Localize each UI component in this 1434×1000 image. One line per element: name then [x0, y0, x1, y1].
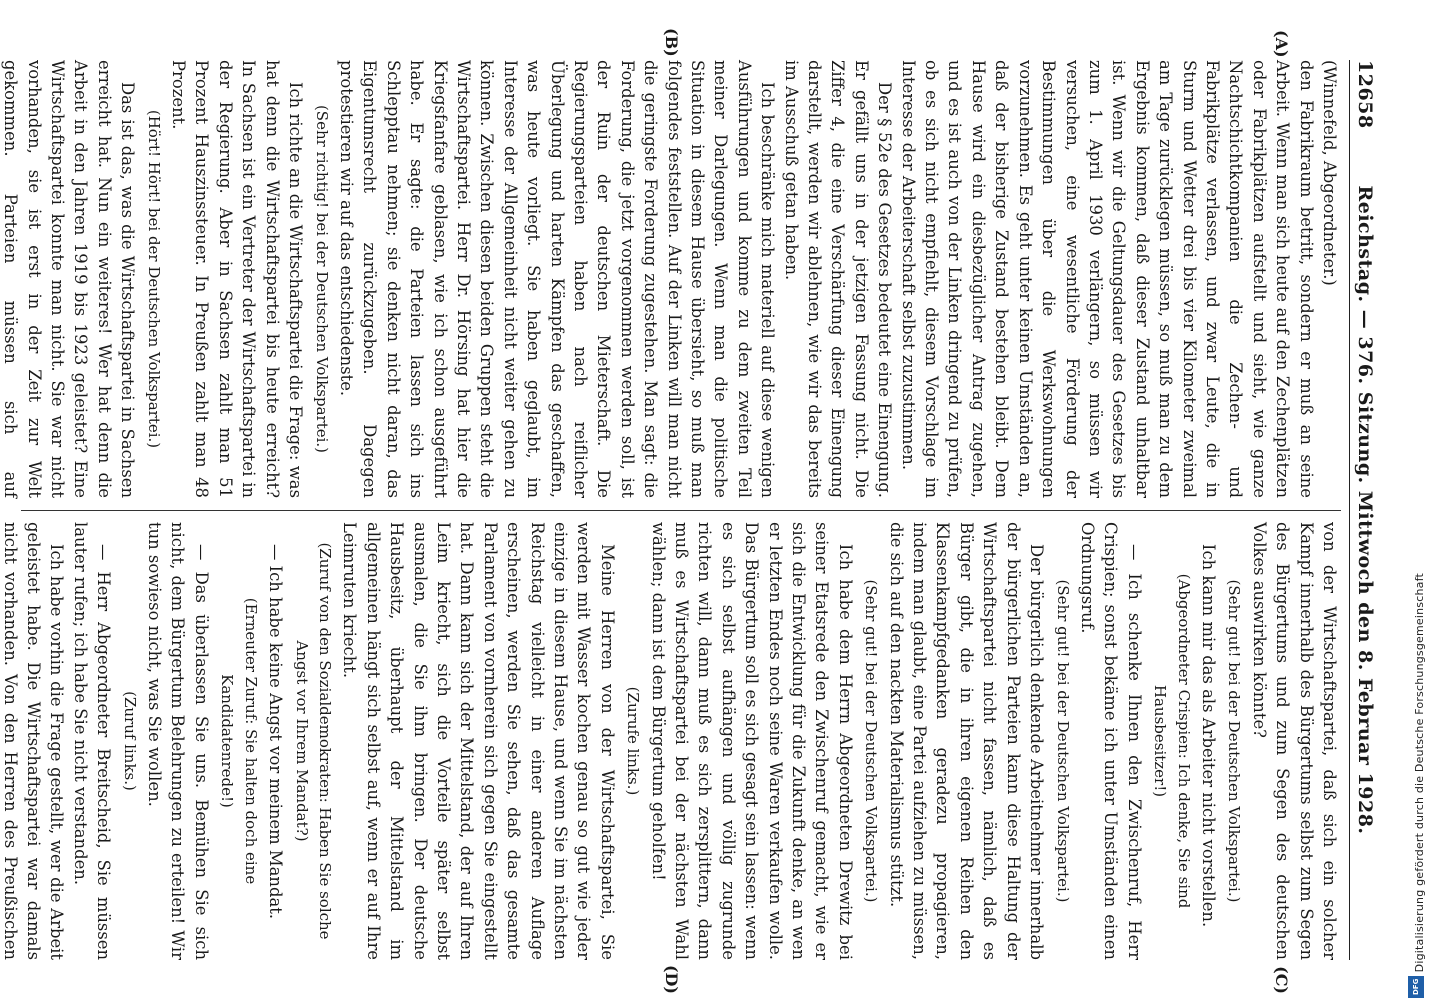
text-columns — [0, 28, 1341, 994]
paragraph: — Herr Abgeordneter Breitscheid, Sie müssen lauter rufen; ich habe Sie nicht verstanden. — [70, 522, 114, 960]
left-column — [1, 60, 1341, 498]
margin-marker-a: (A) — [1272, 30, 1291, 58]
page-number: 12658 — [1354, 60, 1376, 129]
right-column — [0, 522, 1341, 960]
paragraph: — Ich habe keine Angst vor meinem Mandat. — [266, 544, 286, 920]
paragraph: (Winnefeld, Abgeordneter.) — [1320, 60, 1339, 286]
paragraph: Meine Herren von der Wirtschaftspartei, Sie werden mit Wasser kochen genau so gut wie jeder einzige in diesem Hause, und wenn Sie im nächsten Reichstag vielleicht in einer anderen Auflage erscheinen, werden Sie sehen, daß das gesamte Parlament von vornherein sich gegen Sie eingestellt hat. Dann kann sich der Mittelstand, der auf Ihren Leim kriecht, sich die Vorteile später selbst ausmalen, die Sie ihm bringen. Der deutsche Hausbesitz, überhaupt der Mittelstand im allgemeinen hängt sich selbst auf, wenn er auf Ihre Leimruten kriecht. — [340, 522, 617, 960]
digitization-credit: Digitalisierung gefördert durch die Deutsche Forschungsgemeinschaft — [1413, 572, 1426, 972]
margin-marker-d: (D) — [662, 964, 681, 994]
interjection: (Zuruf links.) — [120, 691, 139, 791]
paragraph: Der bürgerlich denkende Arbeitnehmer innerhalb der bürgerlichen Parteien kann diese Haltung der Wirtschaftspartei nicht fassen, nämlich, daß es Bürger gibt, die in ihren eigenen Reihen den Klassenkampfgedanken geradezu propagieren, indem man glaubt, eine Partei aufziehen zu müssen, die sich auf den nackten Materialismus stützt. — [886, 522, 1047, 960]
newspaper-page — [2, 0, 1392, 1000]
margin-marker-b: (B) — [662, 28, 681, 57]
paragraph: Ich kann mir das als Arbeiter nicht vorstellen. — [1198, 544, 1218, 928]
interjection: (Sehr gut! bei der Deutschen Volkspartei.) — [1225, 579, 1244, 903]
interjection: (Sehr gut! bei der Deutschen Volkspartei.) — [1053, 579, 1072, 903]
paragraph: Der § 52e des Gesetzes bedeutet eine Einengung. Er gefällt uns in der jetzigen Fassung nicht. Die Ziffer 4, die eine Verschärfung dieser Einengung darstellt, werden wir ablehnen, wie wir das bereits im Ausschuß getan haben. — [781, 60, 895, 498]
paragraph: Ich richte an die Wirtschaftspartei die Frage: was hat denn die Wirtschaftspartei bis heute erreicht? In Sachsen ist ein Vertreter der Wirtschaftspartei in der Regierung. Aber in Sachsen zahlt man 51 Prozent Hauszinssteuer. In Preußen zahlt man 48 Prozent. — [169, 60, 306, 498]
paragraph: Das ist das, was die Wirtschaftspartei in Sachsen erreicht hat. Nun ein weiteres! Wer hat denn die Arbeit in den Jahren 1919 bis 1923 geleistet? Eine Wirtschaftspartei konnte man nicht. Sie war nicht vorhanden, sie ist erst in der Zeit zur Welt gekommen. Parteien müssen sich auf — [1, 60, 138, 498]
paragraph: Ich habe dem Herrn Abgeordneten Drewitz bei seiner Etatsrede den Zwischenruf gemacht, wie er sich die Entwicklung für die Zukunft denke, an wen er letzten Endes noch seine Waren verkaufen wolle. Das Bürgertum soll es sich gesagt sein lassen: wenn es sich selbst aufhängen und völlig zugrunde richten will, dann muß es sich zersplittern, dann muß es Wirtschaftspartei bei der nächsten Wahl wählen; dann ist dem Bürgertum geholfen! — [648, 522, 855, 960]
paragraph: von der Wirtschaftspartei, daß sich ein solcher Kampf innerhalb des Bürgertums selbst zum Segen des Bürgertums und zum Segen des deutschen Volkes auswirken könnte? — [1249, 522, 1339, 960]
page-title: Reichstag. — 376. Sitzung. Mittwoch den 8. Februar 1928. — [1354, 185, 1376, 835]
interjection: (Zurufe links.) — [624, 686, 643, 796]
interjection: (Zuruf von den Sozialdemokraten: Haben Sie solche Angst vor Ihrem Mandat?) — [292, 542, 334, 940]
digitization-footer — [1406, 0, 1426, 1000]
interjection: (Erneuter Zuruf: Sie halten doch eine Kandidatenrede!) — [218, 597, 260, 885]
margin-marker-c: (C) — [1272, 966, 1291, 994]
page-header — [1349, 60, 1380, 960]
paragraph: — Ich schenke Ihnen den Zwischenruf, Herr Crispien; sonst bekäme ich unter Umständen einen Ordnungsruf. — [1077, 522, 1144, 960]
paragraph: Ich beschränke mich materiell auf diese wenigen Ausführungen und komme zu dem zweiten Teil meiner Darlegungen. Wenn man die politische Situation in diesem Hause übersieht, so muß man folgendes feststellen. Auf der Linken will man nicht die geringste Forderung zugestehen. Man sagt: die Forderung, die jetzt vorgenommen werden soll, ist der Ruin der deutschen Mieterschaft. Die Regierungsparteien haben nach reiflicher Überlegung und harten Kämpfen das geschaffen, was heute vorliegt. Sie haben geglaubt, im Interesse der Allgemeinheit nicht weiter gehen zu können. Zwischen diesen beiden Gruppen steht die Wirtschaftspartei. Herr Dr. Hörsing hat hier die Kriegsfanfare geblasen, wie ich schon ausgeführt habe. Er sagte: die Parteien lassen sich ins Schlepptau nehmen; sie denken nicht daran, das Eigentumsrecht zurückzugeben. Dagegen protestieren wir auf das entschiedenste. — [336, 60, 778, 498]
paragraph: — Das überlassen Sie uns. Bemühen Sie sich nicht, dem Bürgertum Belehrungen zu erteilen! Wir tun sowieso nicht, was Sie wollen. — [145, 522, 211, 960]
interjection: (Sehr gut! bei der Deutschen Volkspartei.) — [862, 579, 881, 903]
paragraph: den Fabrikraum betritt, sondern er muß an seine Arbeit. Wenn man sich heute auf den Zechenplätzen oder Fabrikplätzen aufstellt und sieht, wie ganze Nachtschichtkompanien die Zechen- und Fabrikplätze verlassen, und zwar Leute, die in Sturm und Wetter drei bis vier Kilometer zweimal am Tage zurücklegen müssen, so muß man zu dem Ergebnis kommen, daß dieser Zustand unhaltbar ist. Wenn wir die Geltungsdauer des Gesetzes bis zum 1. April 1930 verlängern, so müssen wir versuchen, eine wesentliche Förderung der Bestimmungen über die Werkswohnungen vorzunehmen. Es geht unter keinen Umständen an, daß der bisherige Zustand bestehen bleibt. Dem Hause wird ein diesbezüglicher Antrag zugehen, und es ist auch von der Linken dringend zu prüfen, ob es sich nicht empfiehlt, diesem Vorschlage im Interesse der Arbeiterschaft selbst zuzustimmen. — [898, 60, 1316, 498]
column-divider — [21, 510, 1341, 511]
interjection: (Abgeordneter Crispien: Ich denke, Sie sind Hausbesitzer!) — [1151, 573, 1193, 909]
interjection: (Hört! Hört! bei der Deutschen Volkspartei.) — [144, 109, 163, 449]
paragraph: Ich habe vorhin die Frage gestellt, wer die Arbeit geleistet habe. Die Wirtschaftspartei war damals nicht vorhanden. Von den Herren des Preußischen — [0, 522, 67, 960]
dfg-logo-icon: DFG — [1408, 976, 1424, 998]
interjection: (Sehr richtig! bei der Deutschen Volkspartei.) — [312, 104, 331, 454]
